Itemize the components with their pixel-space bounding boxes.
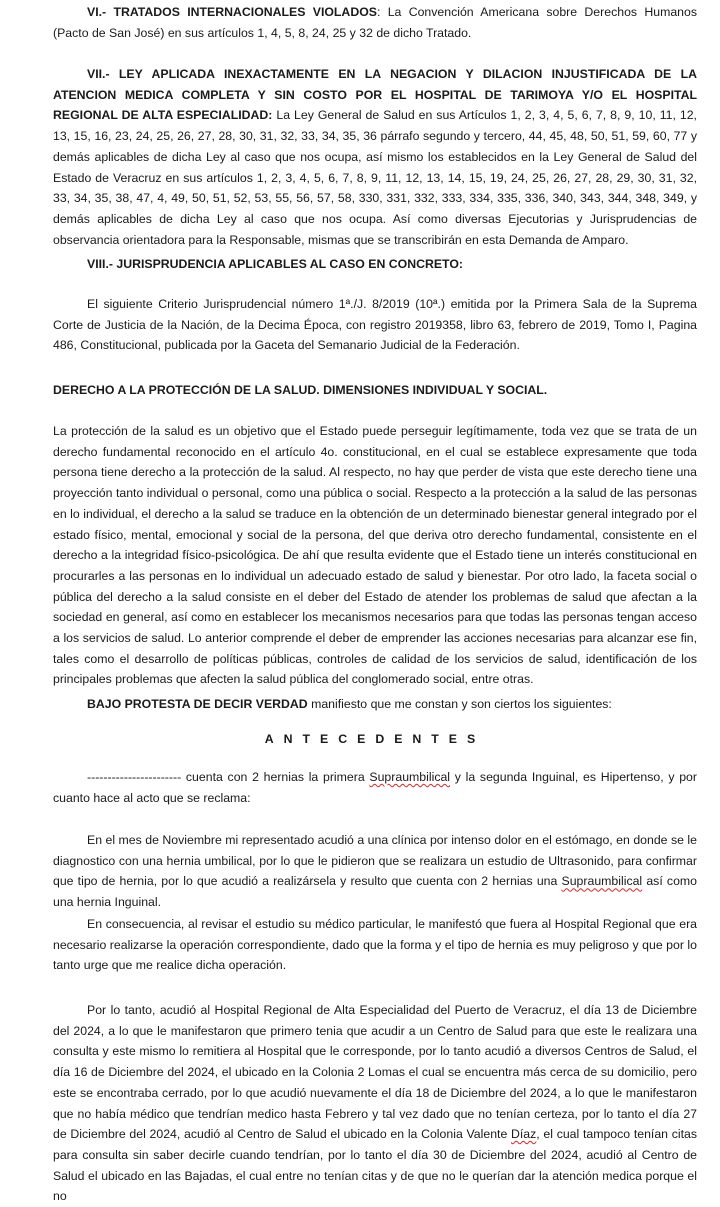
p4-text-a: Por lo tanto, acudió al Hospital Regional de Alta Especialidad del Puerto de Veracruz, el día 13 de Diciembre del 2024, a lo que le manifestaron que primero tenia que acudir a un Centro de Salud para que este le realizara una consulta y este mismo lo remitiera al Hospital que le corresponde, por lo tanto acudió a diversos Centros de Salud, el día 16 de Diciembre del 2024, el ubicado en la Colonia 2 Lomas el cual se encuentra más cerca de su domicilio, pero este se encontraba cerrado, por lo que acudió nuevamente el día 18 de Diciembre del 2024, a lo que le manifestaron que no había médico que tendrían medico hasta Febrero y tal vez dado que no tenían certeza, por lo tanto el día 27 de Diciembre del 2024, acudió al Centro de Salud el ubicado en la Colonia Valente [53, 1003, 697, 1142]
p4-text-b: , el cual tampoco tenían citas para consulta sin saber decirle cuando tendrían, por lo tanto el día 30 de Diciembre del 2024, acudió al Centro de Salud el ubicado en las Bajadas, el cual entre no tenían citas y de que no le querían dar la atención medica porque el no [53, 1127, 697, 1204]
antecedentes-title: ANTECEDENTES [264, 732, 486, 746]
protesta-text: manifiesto que me constan y son ciertos los siguientes: [307, 697, 612, 711]
section-vi-text: : La Convención Americana sobre Derechos Humanos (Pacto de San José) en sus artículos 1, 4, 5, 8, 24, 25 y 32 de dicho Tratado. [53, 5, 697, 40]
section-vii-text: La Ley General de Salud en sus Artículos 1, 2, 3, 4, 5, 6, 7, 8, 9, 10, 11, 12, 13, 15, 16, 23, 24, 25, 26, 27, 28, 30, 31, 32, 33, 34, 35, 36 párrafo segundo y tercero, 44, 45, 48, 50, 51, 59, 60, 77 y demás aplicables de dicha Ley al caso que nos ocupa, así mismo los establecidos en la Ley General de Salud del Estado de Veracruz en sus artículos 1, 2, 3, 4, 5, 6, 7, 8, 9, 11, 12, 13, 14, 15, 19, 24, 25, 26, 27, 28, 29, 30, 31, 32, 33, 34, 35, 38, 47, 4, 49, 50, 51, 52, 53, 55, 56, 57, 58, 330, 331, 332, 333, 334, 335, 336, 340, 343, 344, 348, 349, y demás aplicables de dicha Ley al caso que nos ocupa. Así como diversas Ejecutorias y Jurisprudencias de observancia orientadora para la Responsable, mismas que se transcribirán en esta Demanda de Amparo. [53, 108, 697, 247]
protesta-paragraph [53, 694, 697, 715]
antecedentes-p4 [53, 1000, 697, 1207]
section-vii [53, 64, 697, 250]
p2-text-b: así como una hernia Inguinal. [53, 874, 697, 910]
antecedentes-p2 [53, 830, 697, 913]
thesis-title: DERECHO A LA PROTECCIÓN DE LA SALUD. DIMENSIONES INDIVIDUAL Y SOCIAL. [53, 383, 548, 397]
antecedentes-p1 [53, 767, 697, 808]
thesis-text: La protección de la salud es un objetivo que el Estado puede perseguir legítimamente, toda vez que se trata de un derecho fundamental reconocido en el artículo 4o. constitucional, en el cual se establece expresamente que toda persona tiene derecho a la protección de la salud. Al respecto, no hay que perder de vista que este derecho tiene una proyección tanto individual o personal, como una pública o social. Respecto a la protección a la salud de las personas en lo individual, el derecho a la salud se traduce en la obtención de un determinado bienestar general integrado por el estado físico, mental, emocional y social de la persona, del que deriva otro derecho fundamental, consistente en el derecho a la integridad físico-psicológica. De ahí que resulta evidente que el Estado tiene un interés constitucional en procurarles a las personas en lo individual un adecuado estado de salud y bienestar. Por otro lado, la faceta social o pública del derecho a la salud consiste en el deber del Estado de atender los problemas de salud que afectan a la sociedad en general, así como en establecer los mecanismos necesarios para que todas las personas tengan acceso a los servicios de salud. Lo anterior comprende el deber de emprender las acciones necesarias para alcanzar ese fin, tales como el desarrollo de políticas públicas, controles de calidad de los servicios de salud, identificación de los principales problemas que afecten la salud pública del conglomerado social, entre otras. [53, 424, 697, 687]
p2-misspelled-word: Supraumbilical [561, 874, 643, 889]
p1-text-b: y la segunda Inguinal, es Hipertenso, y por cuanto hace al acto que se reclama: [53, 770, 697, 805]
p4-misspelled-word: Díaz [511, 1127, 537, 1142]
section-vi-heading: VI.- TRATADOS INTERNACIONALES VIOLADOS [87, 5, 377, 19]
section-viii-heading: VIII.- JURISPRUDENCIA APLICABLES AL CASO EN CONCRETO: [87, 257, 463, 271]
section-vi [53, 2, 697, 43]
protesta-bold: BAJO PROTESTA DE DECIR VERDAD [87, 697, 308, 711]
section-viii-text: El siguiente Criterio Jurisprudencial número 1ª./J. 8/2019 (10ª.) emitida por la Primera Sala de la Suprema Corte de Justicia de la Nación, de la Decima Época, con registro 2019358, libro 63, febrero de 2019, Tomo I, Pagina 486, Constitucional, publicada por la Gaceta del Semanario Judicial de la Federación. [53, 297, 697, 353]
p2-text-a: En el mes de Noviembre mi representado acudió a una clínica por intenso dolor en el estómago, en donde se le diagnostico con una hernia umbilical, por lo que le pidieron que se realizara un estudio de Ultrasonido, para confirmar que tipo de hernia, por lo que acudió a realizársela y resulto que cuenta con 2 hernias una [53, 833, 697, 889]
antecedentes-p3: En consecuencia, al revisar el estudio su médico particular, le manifestó que fuera al Hospital Regional que era necesario realizarse la operación correspondiente, dado que la forma y el tipo de hernia es muy peligroso y que por lo tanto urge que me realice dicha operación. [53, 917, 697, 973]
p1-misspelled-word: Supraumbilical [369, 770, 451, 784]
section-vii-heading: VII.- LEY APLICADA INEXACTAMENTE EN LA NEGACION Y DILACION INJUSTIFICADA DE LA ATENCION MEDICA COMPLETA Y SIN COSTO POR EL HOSPITAL DE TARIMOYA Y/O EL HOSPITAL REGIONAL DE ALTA ESPECIALIDAD: [53, 67, 697, 123]
p1-text-a: ----------------------- cuenta con 2 hernias la primera [87, 770, 370, 784]
